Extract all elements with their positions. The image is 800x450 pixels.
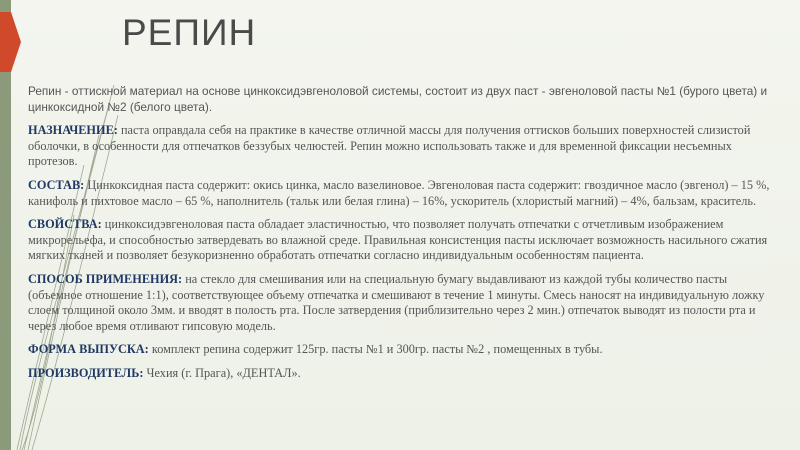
intro-paragraph: Репин - оттискной материал на основе цинкоксидэвгеноловой системы, состоит из двух паст - эвгеноловой пасты №1 (бурого цвета) и цинкоксидной №2 (белого цвета). [28,84,768,114]
section-purpose [28,123,774,170]
section-text: цинкоксидэвгеноловая паста обладает эластичностью, что позволяет получать отпечатки с отчетливым изображением микрорельефа, и способностью затвердевать во влажной среде. Правильная консистенция пасты исключает возможность насильного сжатия мягких тканей и позволяет безукоризненно обработать отпечатки согласно индивидуальным особенностям пациента. [28,217,768,263]
section-label: ФОРМА ВЫПУСКА: [28,342,149,357]
section-text: Чехия (г. Прага), «ДЕНТАЛ». [143,365,301,380]
section-usage [28,272,774,334]
section-label: СОСТАВ: [28,177,85,192]
section-label: СВОЙСТВА: [28,217,102,232]
title-marker [0,12,11,72]
section-text: комплект репина содержит 125гр. пасты №1 и 300гр. пасты №2 , помещенных в тубы. [148,342,603,357]
section-composition [28,178,774,209]
section-label: СПОСОБ ПРИМЕНЕНИЯ: [28,271,183,286]
section-release-form [28,342,774,358]
section-text: паста оправдала себя на практике в качестве отличной массы для получения оттисков больших поверхностей слизистой оболочки, в особенности для отпечатков беззубых челюстей. Репин можно использовать также и для временной фиксации несъемных протезов. [28,123,751,169]
content-body [28,84,774,390]
section-properties [28,217,774,264]
section-label: НАЗНАЧЕНИЕ: [28,123,118,138]
section-text: Цинкоксидная паста содержит: окись цинка, масло вазелиновое. Эвгеноловая паста содержит: гвоздичное масло (эвгенол) – 15 %, канифоль и пихтовое масло – 65 %, наполнитель (тальк или белая глина) – 16%, ускоритель (хлористый магний) – 4%, бальзам, краситель. [28,177,770,208]
title-marker-arrow [11,12,21,72]
section-label: ПРОИЗВОДИТЕЛЬ: [28,365,144,380]
section-manufacturer [28,366,774,382]
section-text: на стекло для смешивания или на специальную бумагу выдавливают из каждой тубы количество пасты (объемное отношение 1:1), соответствующее объему отпечатка и смешивают в течение 1 минуты. Смесь наносят на индивидуальную ложку слоем толщиной около 3мм. и вводят в полость рта. После затвердения (приблизительно через 2 мин.) отпечаток выводят из полости рта и через любое время отливают гипсовую модель. [28,271,765,333]
page-title: РЕПИН [122,12,257,53]
